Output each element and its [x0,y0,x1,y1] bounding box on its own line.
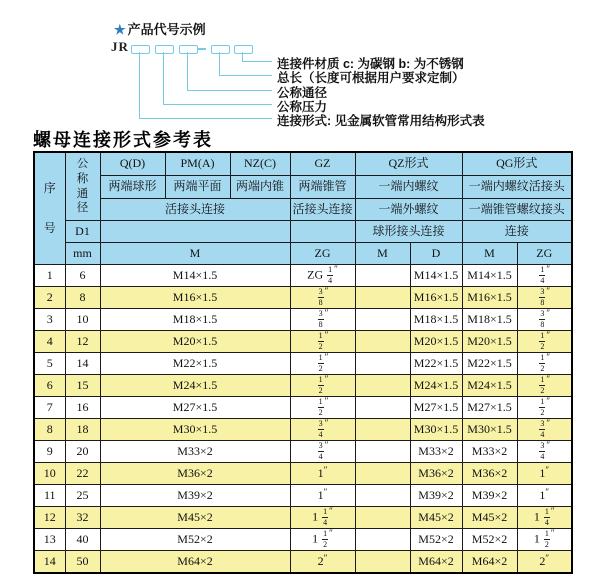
cell-qg-zg: $\frac{1}{2}$ ″ [517,375,572,397]
cell-qg-zg: $\frac{3}{4}$ ″ [517,419,572,441]
cell-qz-m [355,331,410,353]
cell-gz: $\frac{3}{8}$ ″ [290,287,355,309]
cell-qz-m [355,287,410,309]
header-code-qd: Q(D) [100,152,165,176]
cell-qz-d: M33×2 [410,441,462,463]
cell-dn: 10 [65,309,100,331]
diagram-label: 公称通径 [277,85,328,100]
header-row-codes [34,152,572,176]
cell-m: M20×1.5 [100,331,290,353]
header-thread-qz-d: D [410,243,462,265]
cell-gz: $\frac{3}{4}$ ″ [290,419,355,441]
cell-qg-m: M39×2 [462,485,517,507]
cell-qz-m [355,265,410,287]
cell-dn: 16 [65,397,100,419]
cell-seq: 9 [34,441,65,463]
cell-qz-d: M45×2 [410,507,462,529]
cell-qz-m [355,551,410,574]
diagram-label: 连接件材质 c: 为碳钢 b: 为不锈钢 [277,57,464,71]
cell-m: M16×1.5 [100,287,290,309]
cell-qg-m: M14×1.5 [462,265,517,287]
cell-m: M30×1.5 [100,419,290,441]
table-row [34,551,572,574]
cell-qg-m: M24×1.5 [462,375,517,397]
cell-gz: ZG $\frac{1}{4}$ ″ [290,265,355,287]
header-code-qg: QG形式 [462,152,572,176]
cell-m: M14×1.5 [100,265,290,287]
cell-qz-m [355,463,410,485]
cell-qg-zg: 1″ [517,485,572,507]
cell-seq: 5 [34,353,65,375]
cell-qg-zg: $\frac{3}{8}$ ″ [517,287,572,309]
header-unit-mm: mm [65,243,100,265]
cell-dn: 14 [65,353,100,375]
leader-vline [163,52,164,104]
cell-qz-m [355,375,410,397]
cell-gz: $\frac{1}{2}$ ″ [290,375,355,397]
leader-vline [219,52,220,75]
header-ends-qg: 一端内螺纹活接头 [462,176,572,199]
cell-seq: 2 [34,287,65,309]
cell-qg-m: M52×2 [462,529,517,551]
code-box [179,45,198,54]
header-d1-blank-m [100,221,290,243]
header-row-d1 [34,221,572,243]
cell-qg-m: M18×1.5 [462,309,517,331]
table-row [34,485,572,507]
cell-dn: 32 [65,507,100,529]
header-conn-qg: 一端锥管螺纹接头 [462,199,572,221]
cell-qg-zg: $\frac{1}{2}$ ″ [517,331,572,353]
leader-vline [139,52,140,118]
code-box [155,45,174,54]
header-conn-qz: 一端外螺纹 [355,199,462,221]
cell-qg-m: M20×1.5 [462,331,517,353]
cell-m: M36×2 [100,463,290,485]
cell-dn: 15 [65,375,100,397]
cell-gz: $\frac{3}{4}$ ″ [290,441,355,463]
diagram-heading-text: 产品代号示例 [127,22,206,37]
header-ends-nzc: 两端内锥 [230,176,290,199]
cell-qz-m [355,353,410,375]
cell-m: M24×1.5 [100,375,290,397]
cell-seq: 8 [34,419,65,441]
header-code-nzc: NZ(C) [230,152,290,176]
cell-qg-m: M22×1.5 [462,353,517,375]
cell-qg-zg: $\frac{3}{8}$ ″ [517,309,572,331]
cell-seq: 1 [34,265,65,287]
header-row-connection [34,199,572,221]
table-row [34,331,572,353]
cell-qz-d: M30×1.5 [410,419,462,441]
leader-hline [242,61,272,62]
cell-qz-m [355,419,410,441]
cell-m: M22×1.5 [100,353,290,375]
cell-dn: 8 [65,287,100,309]
header-seq: 序号 [34,152,65,265]
cell-m: M39×2 [100,485,290,507]
cell-qg-zg: 2″ [517,551,572,574]
cell-dn: 12 [65,331,100,353]
header-ends-qz: 一端内螺纹 [355,176,462,199]
cell-qg-m: M45×2 [462,507,517,529]
header-ends-pma: 两端平面 [165,176,230,199]
code-box [234,45,253,54]
cell-qg-zg: $\frac{1}{4}$ ″ [517,265,572,287]
diagram-label: 连接形式: 见金属软管常用结构形式表 [277,114,485,128]
cell-gz: $\frac{3}{8}$ ″ [290,309,355,331]
cell-m: M52×2 [100,529,290,551]
page-title: 螺母连接形式参考表 [33,130,213,150]
leader-vline [187,52,188,90]
code-dash [198,48,206,50]
cell-gz: 1″ [290,485,355,507]
diagram-label: 总长（长度可根据用户要求定制） [277,71,465,85]
cell-gz: 2″ [290,551,355,574]
table-row [34,353,572,375]
cell-gz: 1 $\frac{1}{4}$ ″ [290,507,355,529]
cell-seq: 10 [34,463,65,485]
cell-qg-m: M33×2 [462,441,517,463]
cell-qz-d: M36×2 [410,463,462,485]
cell-qz-d: M20×1.5 [410,331,462,353]
table-row [34,265,572,287]
cell-seq: 7 [34,397,65,419]
header-thread-qg-m: M [462,243,517,265]
table-row [34,441,572,463]
cell-m: M18×1.5 [100,309,290,331]
cell-qg-m: M16×1.5 [462,287,517,309]
cell-qz-d: M27×1.5 [410,397,462,419]
cell-gz: 1 $\frac{1}{2}$ ″ [290,529,355,551]
cell-qg-zg: $\frac{1}{2}$ ″ [517,353,572,375]
cell-seq: 12 [34,507,65,529]
cell-qz-m [355,507,410,529]
cell-dn: 25 [65,485,100,507]
cell-seq: 14 [34,551,65,574]
code-prefix: JR [111,39,129,54]
header-thread-m: M [100,243,290,265]
header-d1: D1 [65,221,100,243]
header-conn: 连接 [462,221,572,243]
header-conn-union: 活接头连接 [100,199,290,221]
code-box [211,45,230,54]
leader-hline [139,118,272,119]
header-row-ends [34,176,572,199]
leader-hline [219,75,272,76]
cell-qg-m: M30×1.5 [462,419,517,441]
cell-qz-m [355,529,410,551]
cell-dn: 6 [65,265,100,287]
cell-dn: 18 [65,419,100,441]
header-d1-blank-gz [290,221,355,243]
leader-hline [187,90,272,91]
cell-dn: 22 [65,463,100,485]
header-dn: 公称通径 [65,152,100,221]
diagram-heading [114,19,206,38]
header-row-units [34,243,572,265]
cell-seq: 3 [34,309,65,331]
cell-qg-m: M64×2 [462,551,517,574]
cell-qz-m [355,441,410,463]
cell-qz-d: M39×2 [410,485,462,507]
cell-m: M27×1.5 [100,397,290,419]
cell-m: M33×2 [100,441,290,463]
cell-qg-zg: $\frac{3}{4}$ ″ [517,441,572,463]
cell-seq: 4 [34,331,65,353]
table-row [34,529,572,551]
table-row [34,463,572,485]
header-thread-zg: ZG [290,243,355,265]
cell-qz-d: M64×2 [410,551,462,574]
cell-qz-m [355,485,410,507]
cell-qg-zg: 1″ [517,463,572,485]
cell-dn: 40 [65,529,100,551]
header-ends-gz: 两端锥管 [290,176,355,199]
cell-qz-d: M22×1.5 [410,353,462,375]
cell-m: M45×2 [100,507,290,529]
header-ball-joint-conn: 球形接头连接 [355,221,462,243]
cell-m: M64×2 [100,551,290,574]
cell-qg-m: M27×1.5 [462,397,517,419]
leader-vline [242,52,243,61]
cell-seq: 6 [34,375,65,397]
table-row [34,287,572,309]
cell-qz-d: M18×1.5 [410,309,462,331]
table-row [34,419,572,441]
header-thread-qg-zg: ZG [517,243,572,265]
cell-gz: $\frac{1}{2}$ ″ [290,353,355,375]
cell-dn: 20 [65,441,100,463]
cell-qz-m [355,309,410,331]
cell-qz-d: M16×1.5 [410,287,462,309]
header-conn-gz: 活接头连接 [290,199,355,221]
star-icon: ★ [114,22,126,37]
code-box [131,45,150,54]
cell-qg-zg: $\frac{1}{2}$ ″ [517,397,572,419]
cell-gz: $\frac{1}{2}$ ″ [290,397,355,419]
table-row [34,397,572,419]
cell-qg-m: M36×2 [462,463,517,485]
cell-qz-d: M14×1.5 [410,265,462,287]
cell-gz: $\frac{1}{2}$ ″ [290,331,355,353]
cell-dn: 50 [65,551,100,574]
cell-seq: 13 [34,529,65,551]
cell-qg-zg: 1 $\frac{1}{2}$ ″ [517,529,572,551]
table-row [34,507,572,529]
nut-connection-reference-table [33,151,573,574]
leader-hline [163,104,272,105]
diagram-label: 公称压力 [277,100,328,114]
header-thread-qz-m: M [355,243,410,265]
header-code-pma: PM(A) [165,152,230,176]
table-row [34,309,572,331]
cell-qz-d: M24×1.5 [410,375,462,397]
table-row [34,375,572,397]
cell-seq: 11 [34,485,65,507]
header-ends-qd: 两端球形 [100,176,165,199]
header-code-qz: QZ形式 [355,152,462,176]
header-code-gz: GZ [290,152,355,176]
cell-qz-d: M52×2 [410,529,462,551]
cell-qz-m [355,397,410,419]
cell-qg-zg: 1 $\frac{1}{4}$ ″ [517,507,572,529]
cell-gz: 1″ [290,463,355,485]
